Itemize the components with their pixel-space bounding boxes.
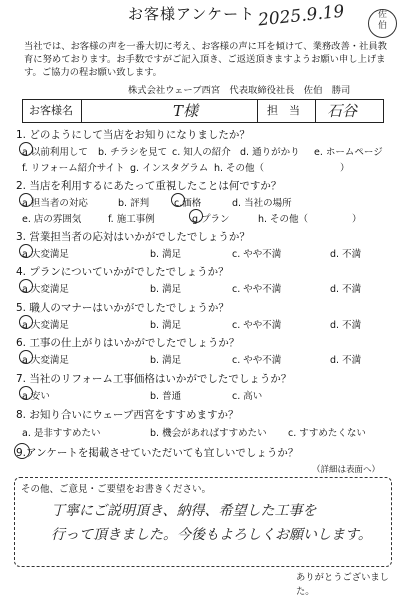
question-8: 8. お知り合いにウェーブ西宮をすすめますか？ — [16, 409, 239, 421]
q5-option-c[interactable]: c. やや不満 — [232, 320, 282, 331]
q2-answer-a-circle — [19, 193, 33, 207]
seal-stamp: 佐 伯 — [368, 9, 397, 38]
q3-option-d[interactable]: d. 不満 — [330, 249, 362, 260]
q6-option-a[interactable]: a.大変満足 — [22, 355, 69, 366]
q4-option-a[interactable]: a.大変満足 — [22, 284, 69, 295]
q7-option-c[interactable]: c. 高い — [232, 391, 263, 402]
name-label: お客様名 — [29, 104, 73, 117]
q2-option-a[interactable]: a.担当者の対応 — [22, 198, 88, 209]
question-6: 6. 工事の仕上がりはいかがでしたでしょうか？ — [16, 337, 240, 349]
question-7: 7. 当社のリフォーム工事価格はいかがでしたでしょうか？ — [16, 373, 292, 385]
form-title: お客様アンケート — [128, 5, 256, 23]
q1-option-e[interactable]: e. ホームページ — [314, 147, 383, 158]
company-line: 株式会社ウェーブ西宮 代表取締役社長 佐伯 勝司 — [128, 85, 351, 96]
question-2: 2. 当店を利用するにあたって重視したことは何ですか？ — [16, 180, 282, 192]
name-staff-box — [22, 99, 384, 123]
comment-line-2: 行って頂きました。今後もよろしくお願いします。 — [51, 527, 372, 543]
question-3: 3. 営業担当者の応対はいかがでしたでしょうか？ — [16, 231, 250, 243]
q2-option-h-close: ） — [352, 214, 362, 225]
q7-answer-circle — [19, 386, 33, 400]
detail-note: （詳細は表面へ） — [312, 465, 381, 475]
q4-answer-circle — [19, 279, 33, 293]
q1-option-b[interactable]: b. チラシを見て — [98, 147, 168, 158]
intro-text: 当社では、お客様の声を一番大切に考え、お客様の声に耳を傾けて、業務改善・社員教育に努めております。お手数ですがご記入頂き、ご返送頂きますようお願い申し上げます。ご協力の程お願い致します。 — [24, 41, 387, 78]
q8-option-a[interactable]: a. 是非すすめたい — [22, 428, 101, 439]
q6-option-c[interactable]: c. やや不満 — [232, 355, 282, 366]
q2-option-e[interactable]: e. 店の雰囲気 — [22, 214, 82, 225]
q9-answer-circle — [14, 443, 30, 459]
thanks-text: ありがとうございました。 — [296, 572, 389, 597]
q2-option-g[interactable]: g.プラン — [192, 214, 230, 225]
q1-option-d[interactable]: d. 通りがかり — [240, 147, 300, 158]
handwritten-date: 2025.9.19 — [257, 1, 346, 31]
comment-box[interactable] — [14, 477, 392, 567]
name-value: T様 — [173, 102, 199, 120]
q4-option-c[interactable]: c. やや不満 — [232, 284, 282, 295]
q6-answer-circle — [19, 350, 33, 364]
q1-option-f[interactable]: f. リフォーム紹介サイト — [22, 163, 125, 174]
q2-option-h[interactable]: h. その他（ — [258, 214, 309, 225]
comment-heading: その他、ご意見・ご要望をお書きください。 — [21, 484, 212, 495]
q7-option-b[interactable]: b. 普通 — [150, 391, 182, 402]
q2-answer-g-circle — [189, 209, 203, 223]
question-9: 9.アンケートを掲載させていただいても宜しいでしょうか？ — [16, 447, 299, 459]
question-1: 1. どのようにして当店をお知りになりましたか？ — [16, 129, 250, 141]
q3-option-a[interactable]: a.大変満足 — [22, 249, 69, 260]
q5-answer-circle — [19, 315, 33, 329]
q5-option-b[interactable]: b. 満足 — [150, 320, 182, 331]
q6-option-b[interactable]: b. 満足 — [150, 355, 182, 366]
q1-option-c[interactable]: c. 知人の紹介 — [172, 147, 231, 158]
q1-option-g[interactable]: g. インスタグラム — [130, 163, 209, 174]
staff-value: 石谷 — [327, 102, 358, 120]
q4-option-d[interactable]: d. 不満 — [330, 284, 362, 295]
q1-answer-circle — [19, 142, 33, 156]
q1-option-a[interactable]: a.以前利用して — [22, 147, 88, 158]
q8-option-b[interactable]: b. 機会があればすすめたい — [150, 428, 267, 439]
q1-option-h[interactable]: h. その他（ — [214, 163, 265, 174]
question-4: 4. プランについていかがでしたでしょうか？ — [16, 266, 229, 278]
q6-option-d[interactable]: d. 不満 — [330, 355, 362, 366]
q7-option-a[interactable]: a.安い — [22, 391, 50, 402]
q3-option-c[interactable]: c. やや不満 — [232, 249, 282, 260]
q8-option-c[interactable]: c. すすめたくない — [288, 428, 366, 439]
q2-option-c[interactable]: c.価格 — [174, 198, 202, 209]
q5-option-d[interactable]: d. 不満 — [330, 320, 362, 331]
q2-option-b[interactable]: b. 評判 — [118, 198, 150, 209]
q4-option-b[interactable]: b. 満足 — [150, 284, 182, 295]
comment-line-1: 丁寧にご説明頂き、納得、希望した工事を — [51, 503, 317, 519]
q1-option-h-close: ） — [340, 163, 350, 174]
q2-option-f[interactable]: f. 施工事例 — [108, 214, 155, 225]
q2-answer-c-circle — [171, 193, 185, 207]
q3-answer-circle — [19, 244, 33, 258]
staff-label: 担 当 — [267, 104, 300, 117]
q5-option-a[interactable]: a.大変満足 — [22, 320, 69, 331]
q2-option-d[interactable]: d. 当社の場所 — [232, 198, 292, 209]
q3-option-b[interactable]: b. 満足 — [150, 249, 182, 260]
question-5: 5. 職人のマナーはいかがでしたでしょうか？ — [16, 302, 229, 314]
